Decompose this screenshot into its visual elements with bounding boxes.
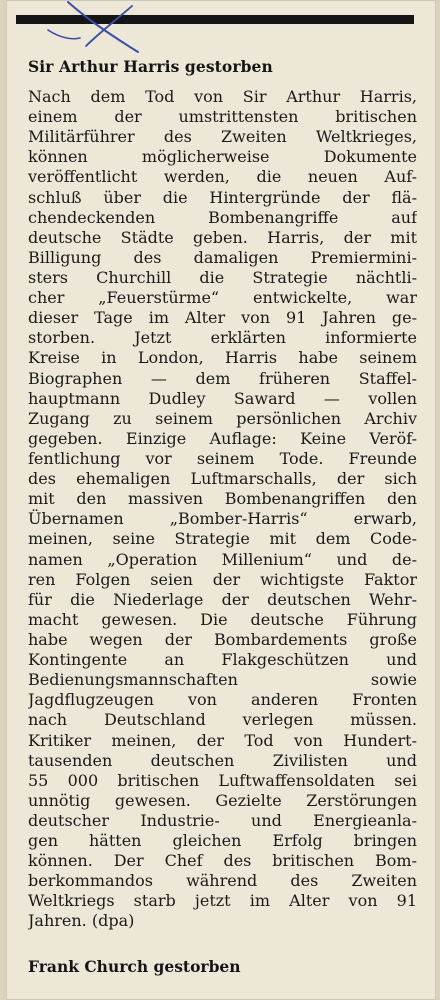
article-body-line: mit den massiven Bombenangriffen den [28,489,417,509]
article-headline: Sir Arthur Harris gestorben [28,57,273,76]
article-body-line: veröffentlicht werden, die neuen Auf- [28,167,417,187]
article-body-line: Biographen — dem früheren Staffel- [28,368,417,388]
article-body-line: gen hätten gleichen Erfolg bringen [28,831,417,851]
article-body-line: schluß über die Hintergründe der flä- [28,187,417,207]
article-body-line: können möglicherweise Dokumente [28,147,417,167]
article-body-line: dieser Tage im Alter von 91 Jahren ge- [28,308,417,328]
article-body-line: Billigung des damaligen Premiermini- [28,247,417,267]
article-body-line: unnötig gewesen. Gezielte Zerstörungen [28,790,417,810]
article-body-line: ren Folgen seien der wichtigste Faktor [28,569,417,589]
article-body-line: Übernamen „Bomber-Harris“ erwarb, [28,509,417,529]
article-body-line: Bedienungsmannschaften sowie [28,670,417,690]
article-body-line: Weltkriegs starb jetzt im Alter von 91 [28,891,417,911]
article-body-line: Jagdflugzeugen von anderen Fronten [28,690,417,710]
article-body-line: storben. Jetzt erklärten informierte [28,328,417,348]
pen-mark-icon [46,0,156,60]
article-body-line: nach Deutschland verlegen müssen. [28,710,417,730]
article-body-line: für die Niederlage der deutschen Wehr- [28,589,417,609]
article-body-line: fentlichung vor seinem Tode. Freunde [28,448,417,468]
article-body-line: deutscher Industrie- und Energieanla- [28,810,417,830]
article-body-line: berkommandos während des Zweiten [28,871,417,891]
article-body-line: cher „Feuerstürme“ entwickelte, war [28,288,417,308]
article-body-line: gegeben. Einzige Auflage: Keine Veröf- [28,428,417,448]
article-body-line: Kreise in London, Harris habe seinem [28,348,417,368]
article-body-line: namen „Operation Millenium“ und de- [28,549,417,569]
article-body-line: Kontingente an Flakgeschützen und [28,650,417,670]
article-body-line: chendeckenden Bombenangriffe auf [28,207,417,227]
article-body-line: macht gewesen. Die deutsche Führung [28,609,417,629]
newspaper-clipping [6,0,436,1000]
article-body-line: können. Der Chef des britischen Bom- [28,851,417,871]
article-body-line: meinen, seine Strategie mit dem Code- [28,529,417,549]
next-article-headline: Frank Church gestorben [28,957,241,976]
article-body [28,87,417,932]
article-body-line: 55 000 britischen Luftwaffensoldaten sei [28,770,417,790]
article-body-line: des ehemaligen Luftmarschalls, der sich [28,469,417,489]
article-body-line: deutsche Städte geben. Harris, der mit [28,227,417,247]
article-body-line: Kritiker meinen, der Tod von Hundert- [28,730,417,750]
article-body-line: sters Churchill die Strategie nächtli- [28,267,417,287]
article-body-line: einem der umstrittensten britischen [28,107,417,127]
article-body-line: Jahren. (dpa) [28,911,135,931]
article-body-line: habe wegen der Bombardements große [28,629,417,649]
article-body-line: Nach dem Tod von Sir Arthur Harris, [28,87,417,106]
article-body-line: tausenden deutschen Zivilisten und [28,750,417,770]
article-body-line: hauptmann Dudley Saward — vollen [28,388,417,408]
article-body-line: Militärführer des Zweiten Weltkrieges, [28,127,417,147]
article-body-line: Zugang zu seinem persönlichen Archiv [28,408,417,428]
